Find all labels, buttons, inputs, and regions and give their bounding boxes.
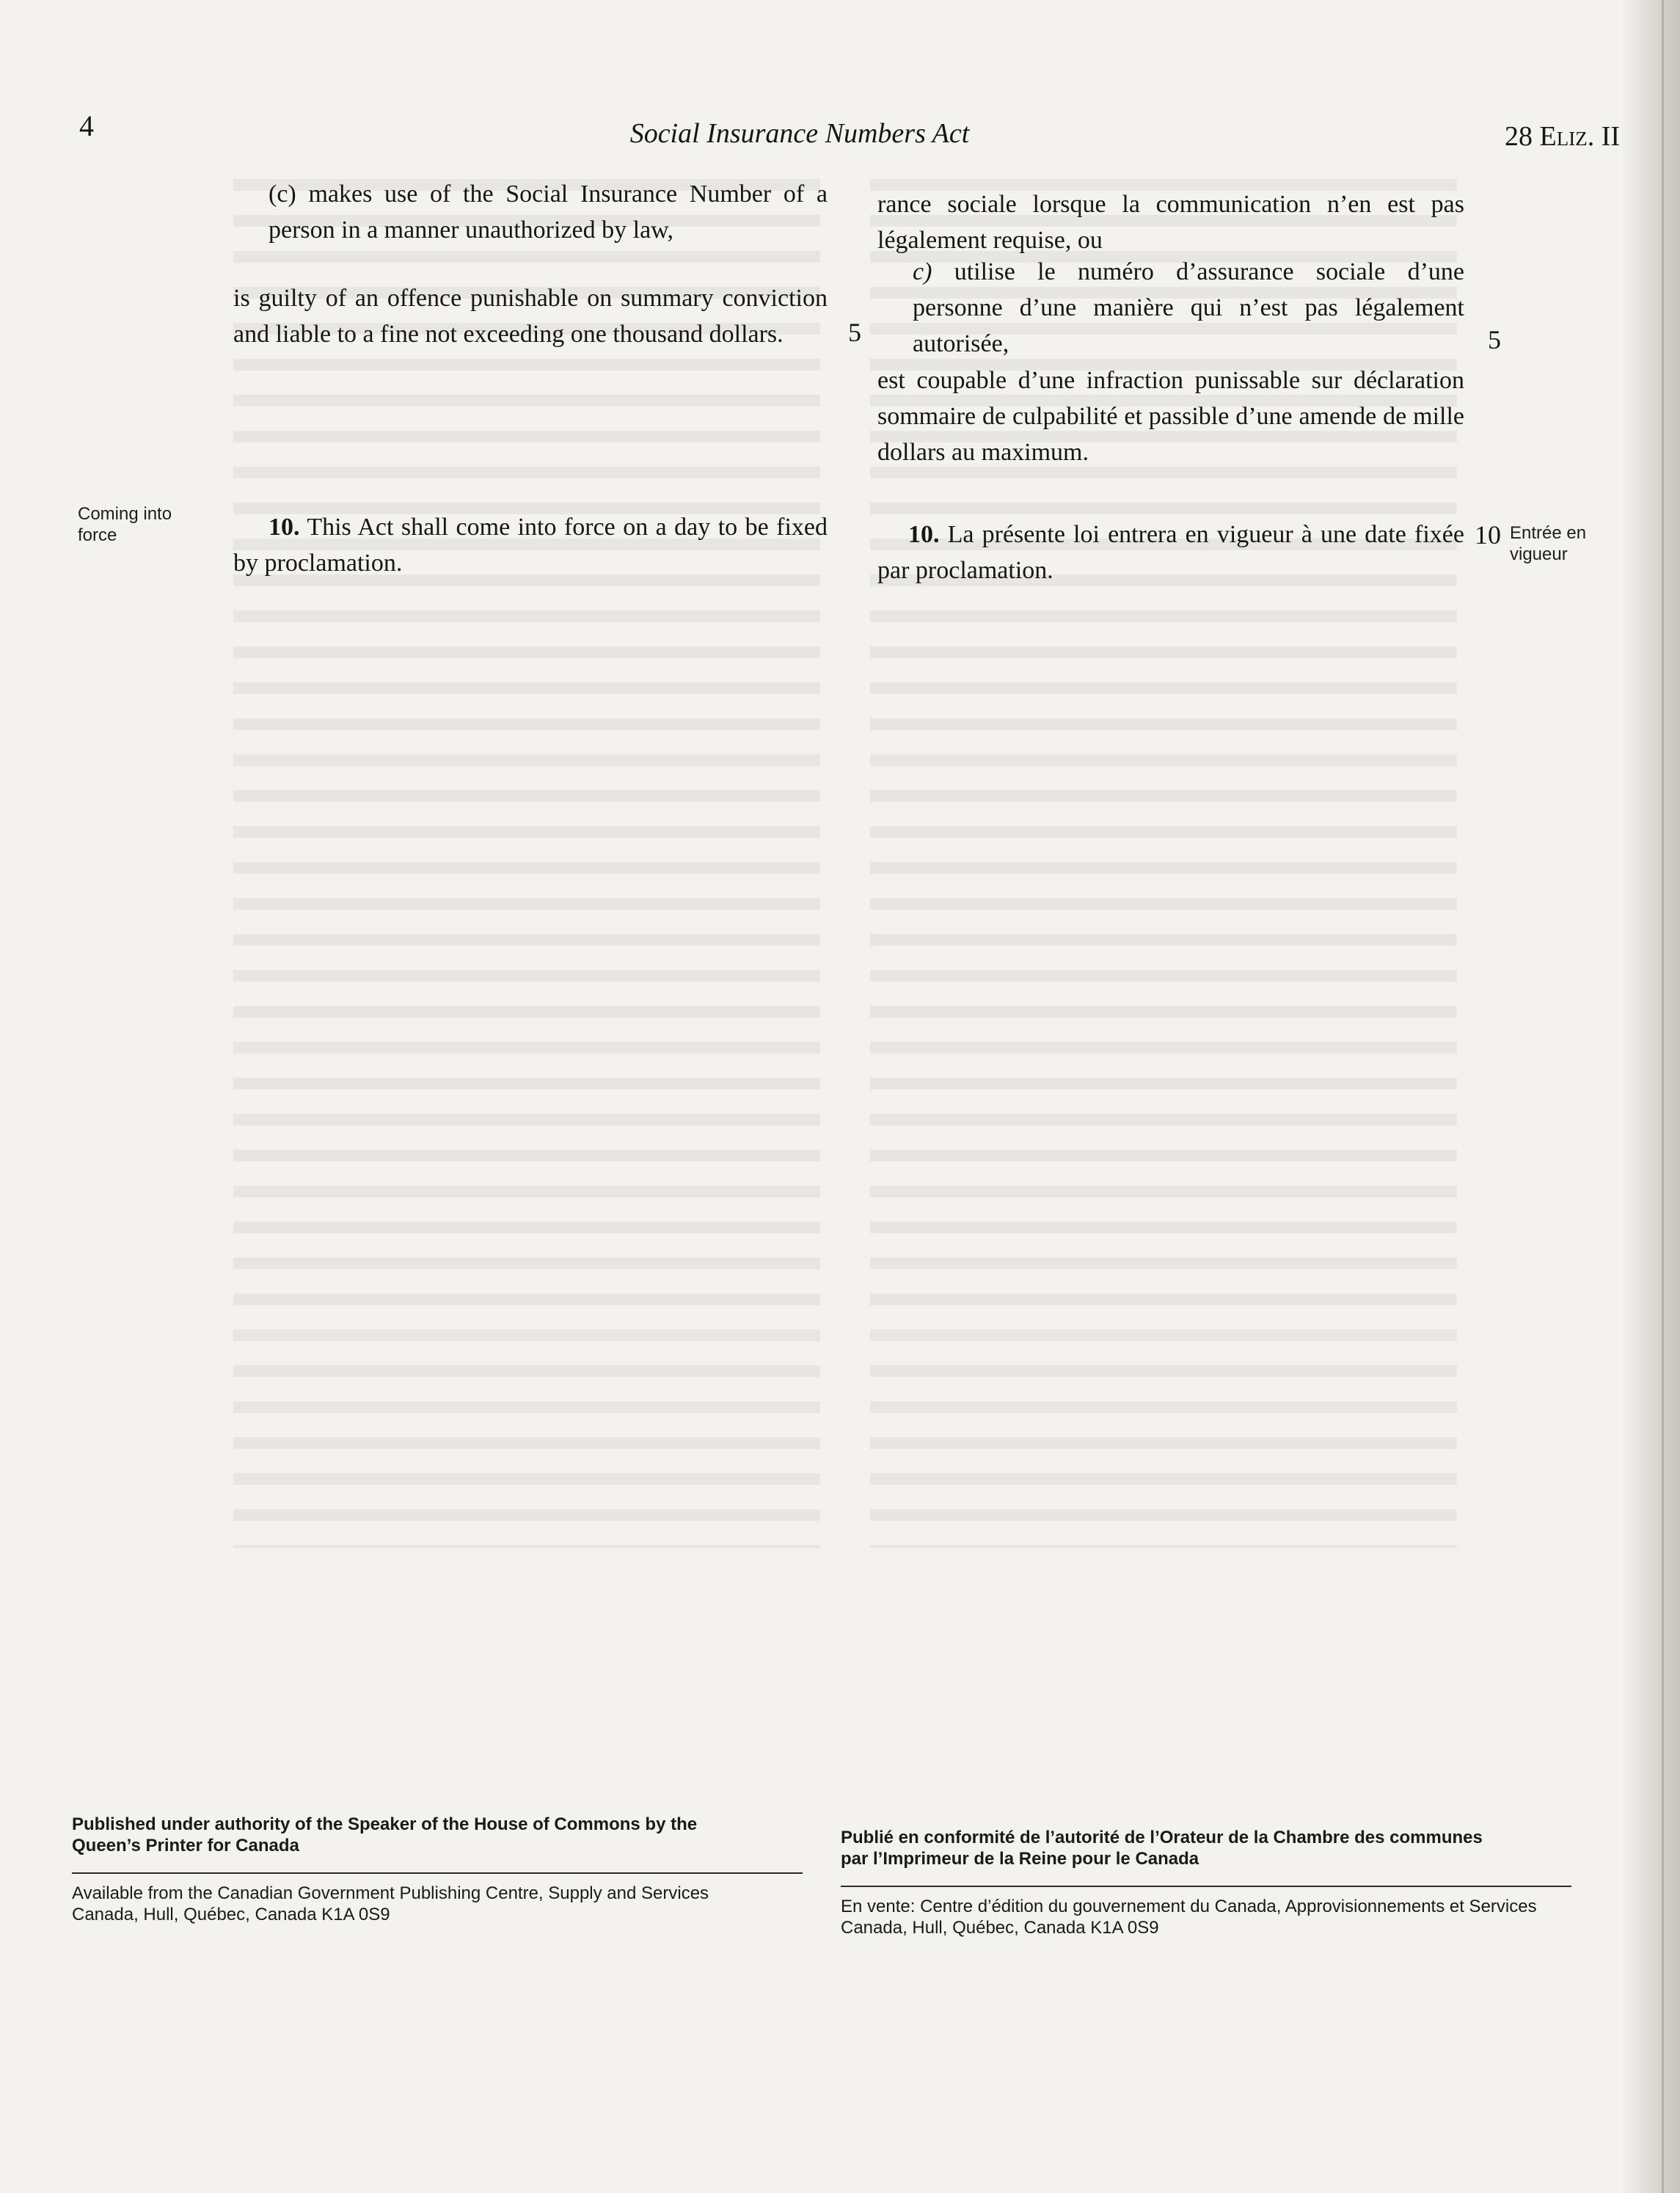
english-section-10-number: 10.: [269, 514, 300, 541]
page-edge-line: [1662, 0, 1664, 2193]
regnal-year: 28 Eliz. II: [1505, 121, 1620, 152]
french-clause-c-text: utilise le numéro d’assurance sociale d’une personne d’une manière qui n’est pas légalement autorisée,: [913, 258, 1464, 357]
french-section-10: [877, 517, 1464, 588]
french-continuation: rance sociale lorsque la communication n’en est pas légalement requise, ou: [877, 191, 1464, 254]
footer-french-rule: [841, 1886, 1571, 1887]
english-clause-c-text: makes use of the Social Insurance Number of a person in a manner unauthorized by law,: [269, 180, 828, 244]
french-penalty: est coupable d’une infraction punissable sur déclaration sommaire de culpabilité et passible d’une amende de mille dollars au maximum.: [877, 367, 1464, 466]
page-number: 4: [79, 109, 94, 142]
footer-english-available: Available from the Canadian Government Publishing Centre, Supply and Services Canada, Hull, Québec, Canada K1A 0S9: [72, 1883, 709, 1924]
page-title: Social Insurance Numbers Act: [629, 118, 970, 149]
footer-english-rule: [72, 1872, 803, 1874]
french-section-10-number: 10.: [908, 521, 940, 548]
bleed-through-left-column: [233, 169, 820, 1548]
french-section-10-text: La présente loi entrera en vigueur à une date fixée par proclamation.: [877, 521, 1464, 584]
footer-french-authority: Publié en conformité de l’autorité de l’Orateur de la Chambre des communes par l’Imprimeur de la Reine pour le Canada: [841, 1828, 1483, 1869]
english-section-10-text: This Act shall come into force on a day to be fixed by proclamation.: [233, 514, 828, 577]
french-clause-c: [913, 254, 1464, 362]
line-number-right-5: 5: [1488, 325, 1501, 354]
margin-note-french: Entrée en vigueur: [1510, 523, 1587, 564]
english-clause-c: [269, 176, 828, 248]
margin-note-english: Coming into force: [78, 504, 172, 545]
line-number-left-5: 5: [848, 318, 861, 347]
footer-english-authority: Published under authority of the Speaker of the House of Commons by the Queen’s Printer for Canada: [72, 1814, 698, 1856]
french-clause-c-label: c): [913, 258, 932, 285]
line-number-10: 10: [1475, 520, 1501, 550]
english-penalty: is guilty of an offence punishable on summary conviction and liable to a fine not exceeding one thousand dollars.: [233, 285, 828, 348]
english-section-10: [233, 509, 828, 581]
page-edge-shadow: [1621, 0, 1680, 2193]
footer-french-available: En vente: Centre d’édition du gouvernement du Canada, Approvisionnements et Services Canada, Hull, Québec, Canada K1A 0S9: [841, 1897, 1537, 1938]
english-clause-c-label: (c): [269, 180, 296, 208]
